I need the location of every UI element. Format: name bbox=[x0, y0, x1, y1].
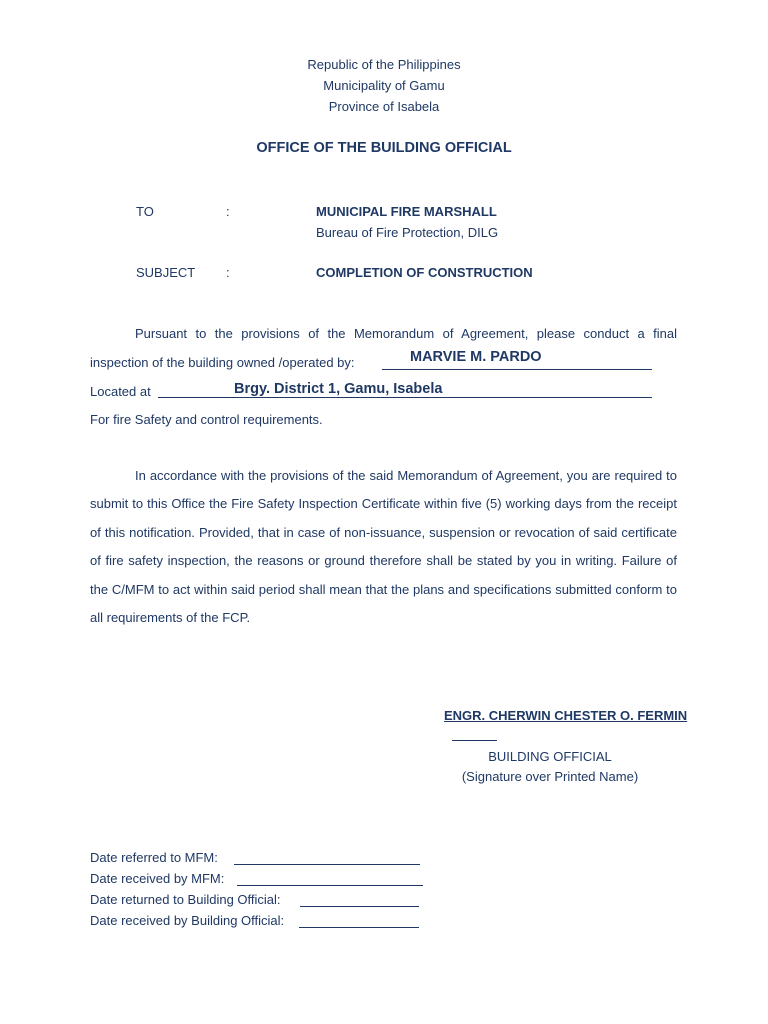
to-colon: : bbox=[226, 204, 230, 219]
office-title: OFFICE OF THE BUILDING OFFICIAL bbox=[256, 140, 512, 156]
date-received-mfm-field[interactable] bbox=[237, 885, 423, 886]
location-value: Brgy. District 1, Gamu, Isabela bbox=[234, 381, 443, 397]
to-recipient: MUNICIPAL FIRE MARSHALL bbox=[316, 204, 497, 219]
signature-line bbox=[452, 740, 497, 741]
date-referred-label: Date referred to MFM: bbox=[90, 850, 218, 865]
para1-line1: Pursuant to the provisions of the Memorandum of Agreement, please conduct a final bbox=[135, 326, 677, 341]
subject-colon: : bbox=[226, 265, 230, 280]
subject-label: SUBJECT bbox=[136, 265, 196, 280]
owner-value: MARVIE M. PARDO bbox=[410, 349, 542, 365]
date-returned-field[interactable] bbox=[300, 906, 419, 907]
para1-line2 bbox=[90, 355, 355, 370]
located-label: Located at bbox=[90, 384, 151, 399]
date-received-mfm-label: Date received by MFM: bbox=[90, 871, 225, 886]
date-returned-label: Date returned to Building Official: bbox=[90, 892, 281, 907]
owner-label: inspection of the building owned /operated by: bbox=[90, 355, 355, 370]
subject-value: COMPLETION OF CONSTRUCTION bbox=[316, 265, 533, 280]
para2 bbox=[90, 462, 677, 632]
to-label: TO bbox=[136, 204, 154, 219]
para2-text: In accordance with the provisions of the said Memorandum of Agreement, you are required to submit to this Office the Fire Safety Inspection Certificate within five (5) working days from the receipt of this notification. Provided, that in case of non-issuance, suspension or revocation of said certificate of fire safety inspection, the reasons or ground therefore shall be stated by you in writing. Failure of the C/MFM to act within said period shall mean that the plans and specifications submitted conform to all requirements of the FCP. bbox=[90, 468, 677, 626]
signatory-title: BUILDING OFFICIAL bbox=[488, 749, 612, 764]
date-referred-field[interactable] bbox=[234, 864, 420, 865]
location-field-line bbox=[158, 397, 652, 398]
signature-caption: (Signature over Printed Name) bbox=[461, 769, 639, 784]
owner-field-line bbox=[382, 369, 652, 370]
para1-line4: For fire Safety and control requirements. bbox=[90, 412, 323, 427]
signatory-name: ENGR. CHERWIN CHESTER O. FERMIN bbox=[444, 708, 688, 723]
date-received-bo-label: Date received by Building Official: bbox=[90, 913, 285, 928]
header-republic: Republic of the Philippines bbox=[307, 57, 461, 72]
date-received-bo-field[interactable] bbox=[299, 927, 419, 928]
header-province: Province of Isabela bbox=[328, 99, 440, 114]
header-municipality: Municipality of Gamu bbox=[323, 78, 445, 93]
to-organization: Bureau of Fire Protection, DILG bbox=[316, 225, 499, 240]
